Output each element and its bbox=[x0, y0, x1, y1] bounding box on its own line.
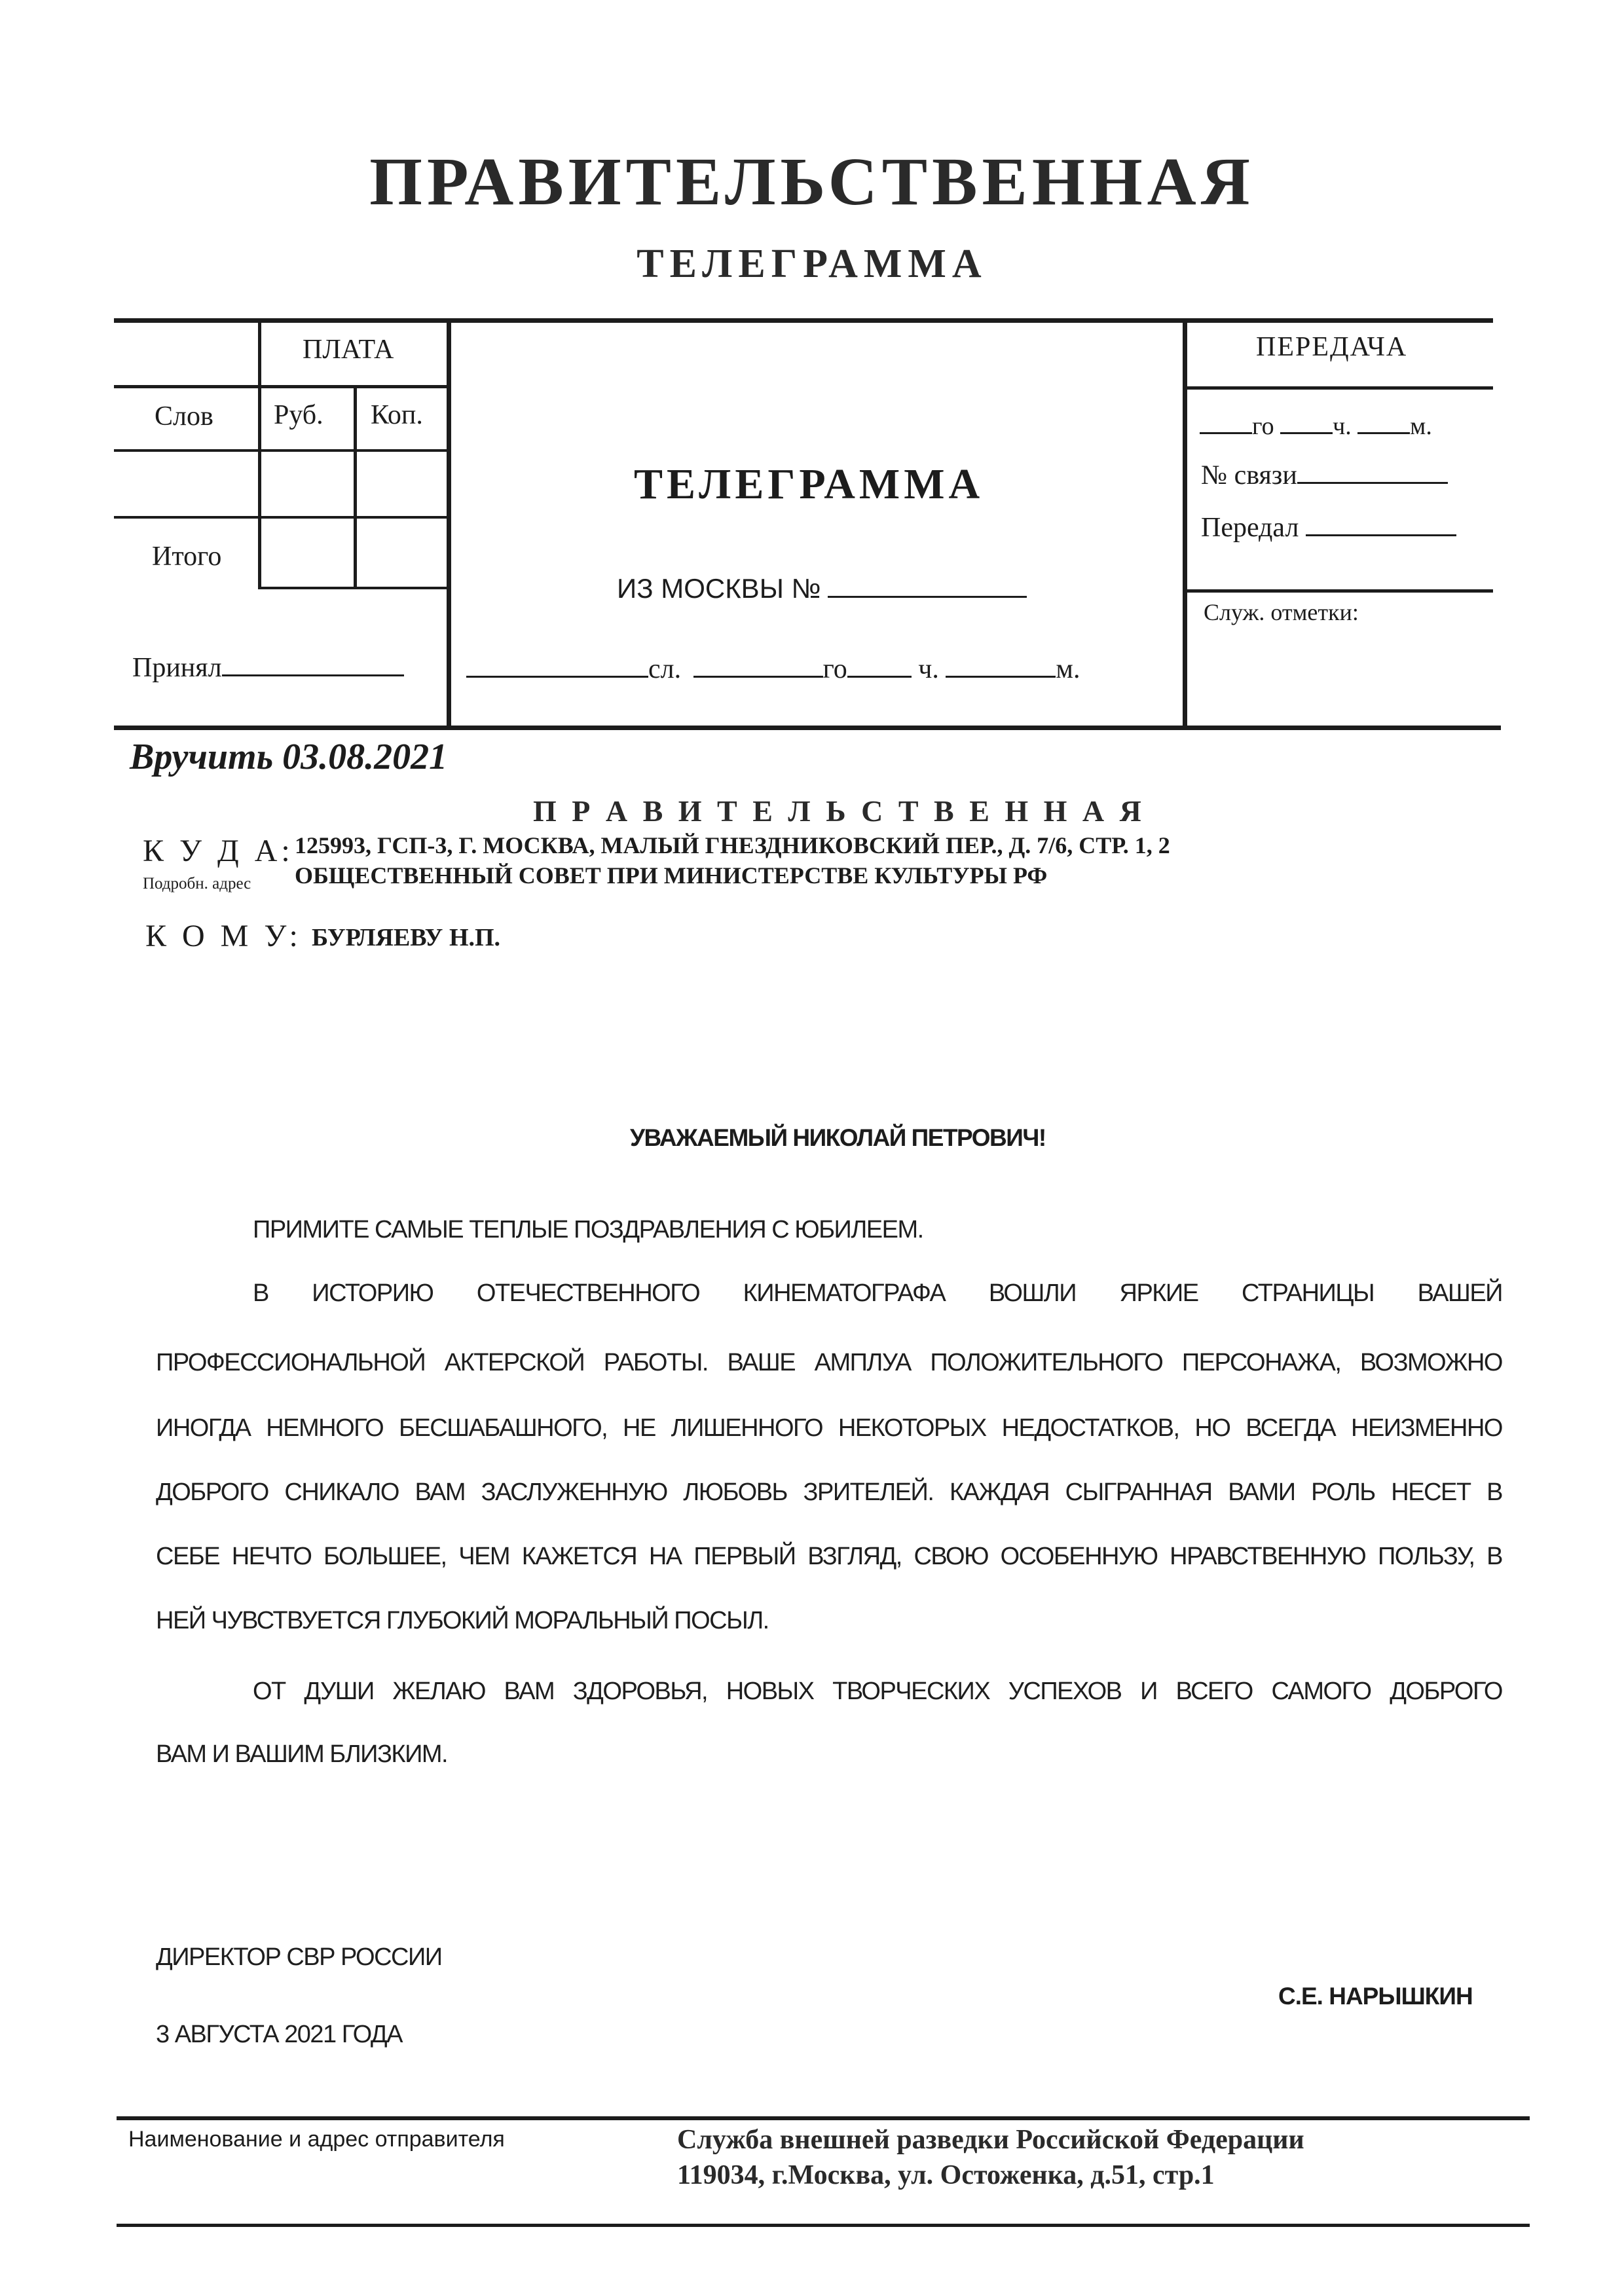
form-row1-rule bbox=[114, 449, 448, 452]
sender-address: 119034, г.Москва, ул. Остоженка, д.51, стр.1 bbox=[677, 2160, 1215, 2190]
sender-name: Служба внешней разведки Российской Федерации bbox=[677, 2125, 1304, 2155]
letter-line-5: ДОБРОГО СНИКАЛО ВАМ ЗАСЛУЖЕННУЮ ЛЮБОВЬ ЗРИТЕЛЕЙ. КАЖДАЯ СЫГРАННАЯ ВАМИ РОЛЬ НЕСЕТ В bbox=[156, 1479, 1502, 1506]
label-sluzh: Служ. отметки: bbox=[1204, 599, 1359, 625]
deliver-date: Вручить 03.08.2021 bbox=[130, 737, 448, 777]
number-line bbox=[828, 572, 1027, 598]
prinyal-line bbox=[222, 651, 404, 676]
label-peredal: Передал bbox=[1201, 511, 1456, 543]
form-plata-rule bbox=[114, 385, 448, 388]
letter-date: 3 АВГУСТА 2021 ГОДА bbox=[156, 2021, 402, 2048]
svyazi-line bbox=[1297, 458, 1448, 484]
footer-bottom-rule bbox=[117, 2224, 1530, 2227]
letter-line-4: ИНОГДА НЕМНОГО БЕСШАБАШНОГО, НЕ ЛИШЕННОГО НЕКОТОРЫХ НЕДОСТАТКОВ, НО ВСЕГДА НЕИЗМЕННО bbox=[156, 1414, 1502, 1442]
center-telegram-title: ТЕЛЕГРАММА bbox=[634, 460, 984, 508]
letter-line-6: СЕБЕ НЕЧТО БОЛЬШЕЕ, ЧЕМ КАЖЕТСЯ НА ПЕРВЫЙ ВЗГЛЯД, СВОЮ ОСОБЕННУЮ НРАВСТВЕННУЮ ПОЛЬЗУ, В bbox=[156, 1543, 1502, 1570]
letter-line-1: ПРИМИТЕ САМЫЕ ТЕПЛЫЕ ПОЗДРАВЛЕНИЯ С ЮБИЛЕЕМ. bbox=[253, 1216, 923, 1243]
label-itogo: Итого bbox=[152, 542, 222, 572]
signer-position: ДИРЕКТОР СВР РОССИИ bbox=[156, 1943, 442, 1971]
peredacha-time-row: го ч. м. bbox=[1200, 409, 1432, 441]
form-row2-rule bbox=[114, 516, 448, 519]
form-top-rule bbox=[114, 318, 1493, 323]
document-subtitle: ТЕЛЕГРАММА bbox=[637, 242, 987, 286]
peredal-line bbox=[1306, 511, 1456, 536]
label-peredacha: ПЕРЕДАЧА bbox=[1256, 332, 1408, 362]
form-itogo-rule bbox=[258, 587, 448, 589]
komu-label: К О М У: bbox=[145, 919, 302, 953]
letter-line-9: ВАМ И ВАШИМ БЛИЗКИМ. bbox=[156, 1740, 448, 1768]
label-prinyal: Принял bbox=[132, 651, 404, 684]
kuda-label: К У Д А: bbox=[143, 834, 294, 868]
sender-label: Наименование и адрес отправителя bbox=[128, 2127, 505, 2152]
letter-line-3: ПРОФЕССИОНАЛЬНОЙ АКТЕРСКОЙ РАБОТЫ. ВАШЕ АМПЛУА ПОЛОЖИТЕЛЬНОГО ПЕРСОНАЖА, ВОЗМОЖНО bbox=[156, 1349, 1502, 1376]
label-rub: Руб. bbox=[274, 400, 323, 430]
label-kop: Коп. bbox=[371, 400, 423, 430]
address-line-2: ОБЩЕСТВЕННЫЙ СОВЕТ ПРИ МИНИСТЕРСТВЕ КУЛЬТУРЫ РФ bbox=[295, 862, 1048, 889]
form-rub-kop-rule bbox=[354, 386, 357, 588]
form-peredacha-rule bbox=[1184, 386, 1493, 390]
document-title: ПРАВИТЕЛЬСТВЕННАЯ bbox=[369, 144, 1255, 219]
letter-line-2: В ИСТОРИЮ ОТЕЧЕСТВЕННОГО КИНЕМАТОГРАФА ВОШЛИ ЯРКИЕ СТРАНИЦЫ ВАШЕЙ bbox=[253, 1279, 1502, 1307]
address-line-1: 125993, ГСП-3, Г. МОСКВА, МАЛЫЙ ГНЕЗДНИКОВСКИЙ ПЕР., Д. 7/6, СТР. 1, 2 bbox=[295, 832, 1170, 858]
label-slov: Слов bbox=[155, 401, 213, 432]
form-divider-right bbox=[1183, 318, 1187, 727]
label-svyazi: № связи bbox=[1201, 458, 1448, 491]
letter-line-8: ОТ ДУШИ ЖЕЛАЮ ВАМ ЗДОРОВЬЯ, НОВЫХ ТВОРЧЕСКИХ УСПЕХОВ И ВСЕГО САМОГО ДОБРОГО bbox=[253, 1678, 1502, 1705]
center-time-row: сл. го ч. м. bbox=[466, 652, 1080, 685]
form-divider-left bbox=[447, 318, 451, 727]
podrobn-label: Подробн. адрес bbox=[143, 875, 251, 892]
greeting: УВАЖАЕМЫЙ НИКОЛАЙ ПЕТРОВИЧ! bbox=[630, 1124, 1046, 1151]
telegram-category: П Р А В И Т Е Л Ь С Т В Е Н Н А Я bbox=[533, 794, 1145, 828]
from-moscow-number: ИЗ МОСКВЫ № bbox=[617, 572, 1027, 605]
label-plata: ПЛАТА bbox=[303, 335, 394, 365]
form-sluzh-rule bbox=[1184, 589, 1493, 593]
form-bottom-rule bbox=[114, 726, 1501, 730]
form-plata-left-rule bbox=[258, 318, 261, 588]
signer-name: С.Е. НАРЫШКИН bbox=[1278, 1983, 1473, 2010]
recipient-name: БУРЛЯЕВУ Н.П. bbox=[312, 924, 501, 951]
footer-top-rule bbox=[117, 2116, 1530, 2120]
letter-line-7: НЕЙ ЧУВСТВУЕТСЯ ГЛУБОКИЙ МОРАЛЬНЫЙ ПОСЫЛ. bbox=[156, 1607, 769, 1634]
